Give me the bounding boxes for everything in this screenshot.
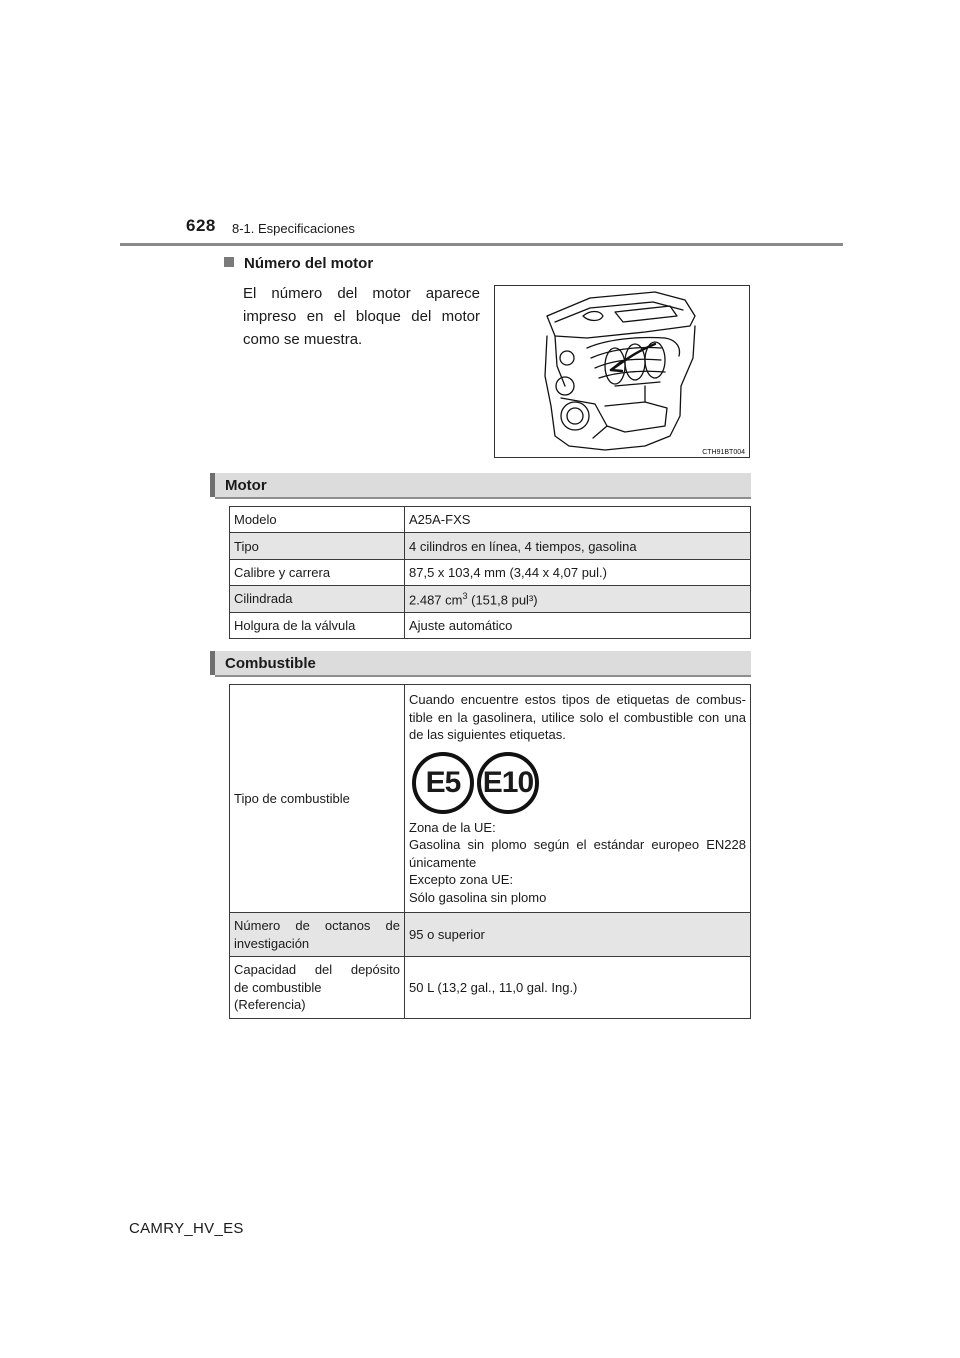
fuel-labels xyxy=(412,752,746,814)
section-title: 8-1. Especificaciones xyxy=(232,221,355,236)
footer-model-code: CAMRY_HV_ES xyxy=(129,1220,244,1237)
spec-value xyxy=(405,685,751,913)
section-bar-fuel xyxy=(210,651,751,675)
displacement-imperial: (151,8 pul³) xyxy=(467,592,538,608)
table-row xyxy=(230,559,751,585)
table-row xyxy=(230,913,751,957)
table-row xyxy=(230,957,751,1019)
header-divider xyxy=(120,243,843,246)
fuel-label-e5-icon: E5 xyxy=(412,752,474,814)
spec-label: Calibre y carrera xyxy=(230,559,405,585)
spec-label: Cilindrada xyxy=(230,586,405,612)
subsection-title: Número del motor xyxy=(244,255,374,272)
engine-illustration xyxy=(494,285,750,458)
engine-drawing xyxy=(495,286,749,457)
spec-label: Número de octanos de investigación xyxy=(230,913,405,957)
non-eu-zone-heading: Excepto zona UE: xyxy=(409,872,514,887)
page-number: 628 xyxy=(186,216,216,235)
fuel-spec-table xyxy=(229,684,751,1019)
spec-value: Ajuste automático xyxy=(405,612,751,638)
spec-label: Holgura de la válvula xyxy=(230,612,405,638)
table-row xyxy=(230,612,751,638)
spec-label: Tipo de combustible xyxy=(230,685,405,913)
spec-value: A25A-FXS xyxy=(405,507,751,533)
table-row xyxy=(230,586,751,612)
section-title-motor: Motor xyxy=(225,477,267,494)
spec-value xyxy=(405,586,751,612)
spec-value: 4 cilindros en línea, 4 tiempos, gasolina xyxy=(405,533,751,559)
subsection-heading xyxy=(224,255,373,272)
section-bar-motor xyxy=(210,473,751,497)
fuel-label-e10-icon: E10 xyxy=(477,752,539,814)
spec-label: Capacidad del depósito de combustible (Referencia) xyxy=(230,957,405,1019)
spec-label: Modelo xyxy=(230,507,405,533)
non-eu-zone-text: Sólo gasolina sin plomo xyxy=(409,889,547,905)
spec-value: 50 L (13,2 gal., 11,0 gal. Ing.) xyxy=(405,957,751,1019)
eu-zone-text: Gasolina sin plomo según el estándar europeo EN228 únicamente xyxy=(409,837,746,870)
table-row xyxy=(230,685,751,913)
table-row xyxy=(230,533,751,559)
engine-spec-table xyxy=(229,506,751,639)
table-row xyxy=(230,507,751,533)
spec-value: 95 o superior xyxy=(405,913,751,957)
engine-number-description: El número del motor aparece impreso en el bloque del motor como se muestra. xyxy=(243,285,480,348)
displacement-exponent: 3 xyxy=(462,590,468,601)
square-bullet-icon xyxy=(224,257,234,267)
spec-value: 87,5 x 103,4 mm (3,44 x 4,07 pul.) xyxy=(405,559,751,585)
section-title-fuel: Combustible xyxy=(225,655,316,672)
figure-code: CTH91BT004 xyxy=(702,449,745,456)
fuel-label-intro: Cuando encuentre estos tipos de etiquetas de combus-tible en la gasolinera, utilice solo el combustible con una de las siguientes etiquetas. xyxy=(409,692,746,742)
eu-zone-heading: Zona de la UE: xyxy=(409,819,496,835)
spec-label: Tipo xyxy=(230,533,405,559)
displacement-value: 2.487 cm xyxy=(409,592,463,608)
